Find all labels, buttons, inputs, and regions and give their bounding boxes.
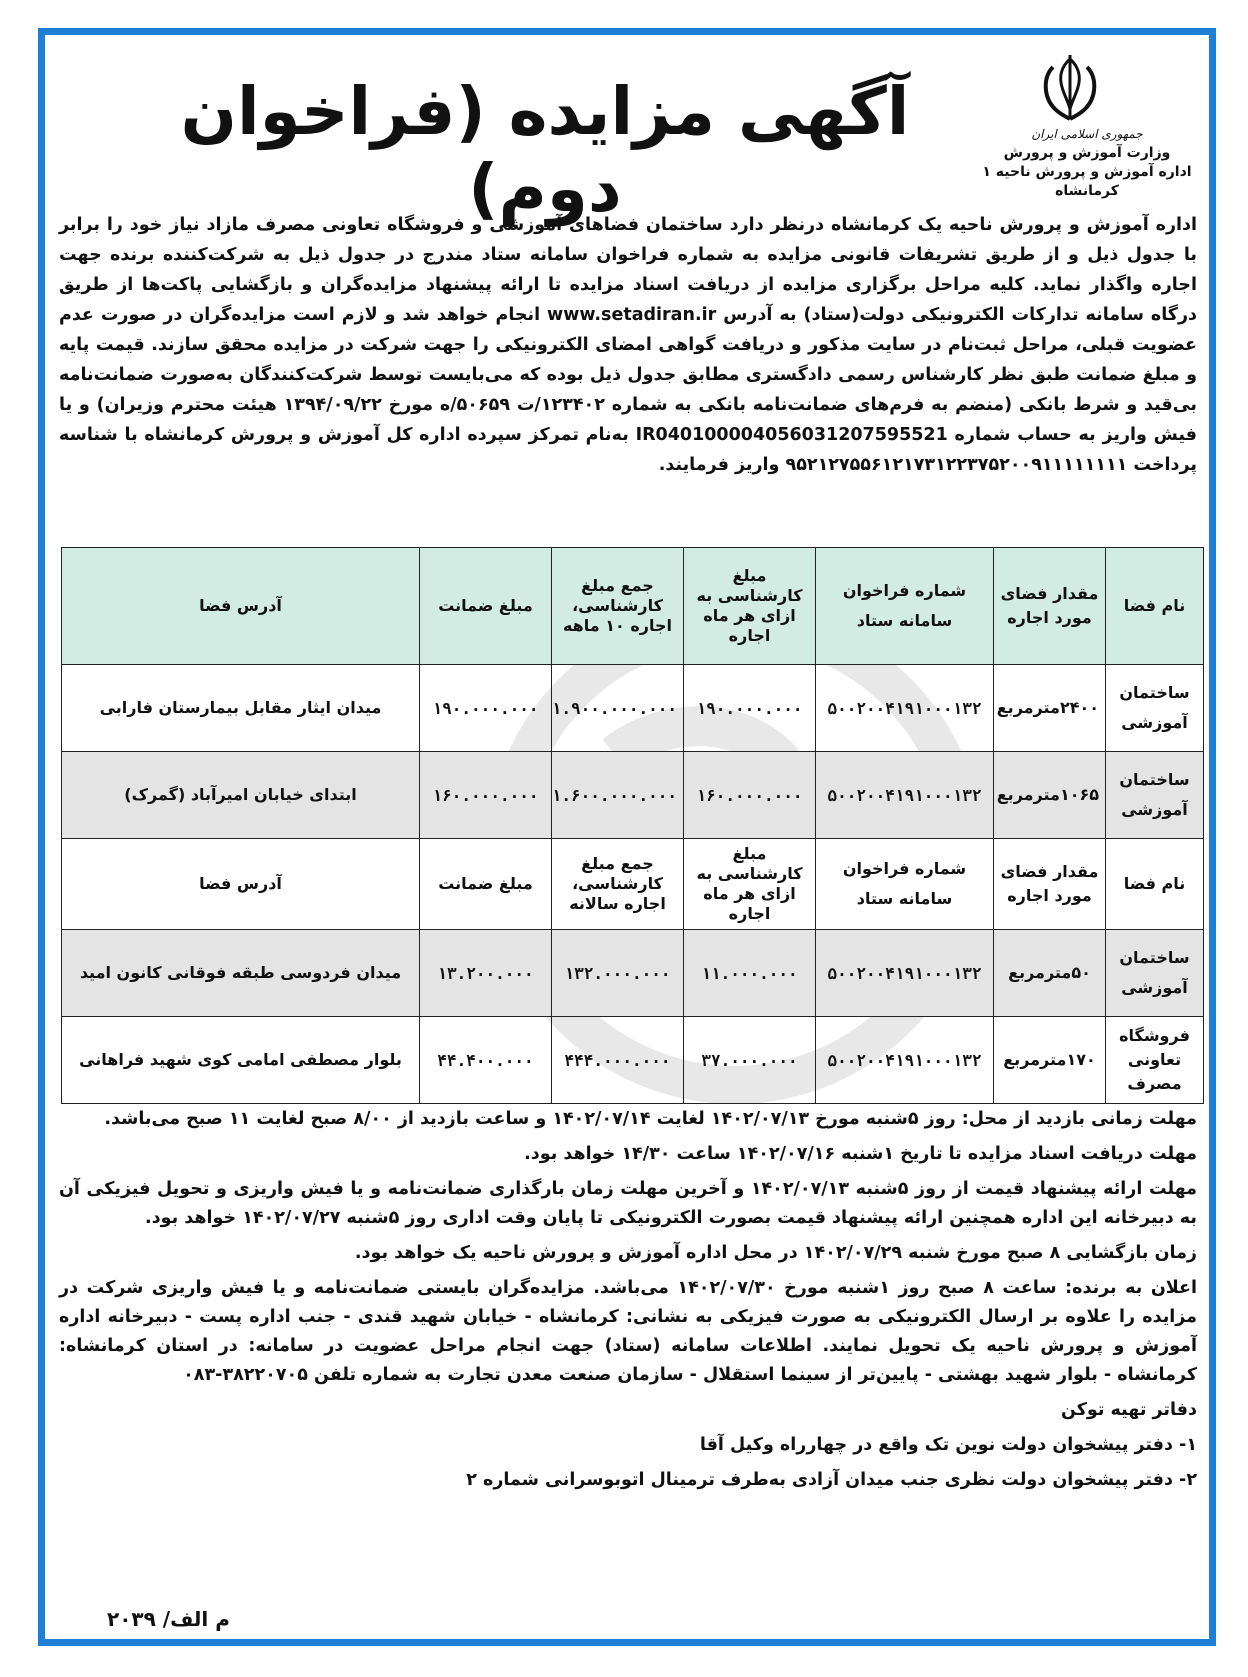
table-row bbox=[62, 665, 1204, 752]
space-name: ساختمان آموزشی bbox=[1106, 752, 1204, 839]
intro-paragraph: اداره آموزش و پرورش ناحیه یک کرمانشاه درنظر دارد ساختمان فضاهای آموزشی و فروشگاه تعاونی مصرف مازاد نیاز خود را برابر با جدول ذیل و از طریق تشریفات قانونی مزایده به شماره فراخوان سامانه ستاد مندرج در جدول ذیل به شرکت‌کننده برنده جهت اجاره واگذار نماید. کلیه مراحل برگزاری مزایده از دریافت اسناد مزایده تا ارائه پیشنهاد مزایده‌گران و بازگشایی پاکت‌ها از طریق درگاه سامانه تدارکات الکترونیکی دولت(ستاد) به آدرس www.setadiran.ir انجام خواهد شد و لازم است مزایده‌گران در صورت عدم عضویت قبلی، مراحل ثبت‌نام در سایت مذکور و دریافت گواهی امضای الکترونیکی را جهت شرکت در مزایده محقق سازند. قیمت پایه و مبلغ ضمانت طبق نظر کارشناس رسمی دادگستری مطابق جدول ذیل بوده که می‌بایست توسط شرکت‌کنندگان به‌صورت ضمانت‌نامه بی‌قید و شرط بانکی (منضم به فرم‌های ضمانت‌نامه بانکی به شماره ۱۲۳۴۰۲/ت ۵۰۶۵۹/ه مورخ ۱۳۹۴/۰۹/۲۲ هیئت محترم وزیران) و یا فیش واریز به حساب شماره IR040100004056031207595521 به‌نام تمرکز سپرده اداره کل آموزش و پرورش کرمانشاه با شناسه پرداخت ۹۵۲۱۲۷۵۵۶۱۲۱۷۳۱۲۲۳۷۵۲۰۰۹۱۱۱۱۱۱۱۱ واریز فرمایند. bbox=[59, 215, 1198, 475]
guarantee-amount: ۴۴.۴۰۰.۰۰۰ bbox=[420, 1017, 552, 1104]
iran-emblem-icon bbox=[1031, 53, 1109, 123]
table-header-row-2 bbox=[62, 839, 1204, 930]
space-area: ۵۰مترمربع bbox=[994, 930, 1106, 1017]
space-address: میدان فردوسی طبقه فوقانی کانون امید bbox=[62, 930, 420, 1017]
header-cell: جمع مبلغ کارشناسی، اجاره ۱۰ ماهه bbox=[552, 548, 684, 665]
space-area: ۱۰۶۵مترمربع bbox=[994, 752, 1106, 839]
note-winner: اعلان به برنده: ساعت ۸ صبح روز ۱شنبه مورخ ۱۴۰۲/۰۷/۳۰ می‌باشد. مزایده‌گران بایستی ضمانت‌نامه و یا فیش واریزی شرکت در مزایده را علاوه بر ارسال الکترونیکی به صورت فیزیکی به نشانی: کرمانشاه - خیابان شهید قندی - جنب اداره پست - دبیرخانه اداره آموزش و پرورش ناحیه یک تحویل نمایند. اطلاعات سامانه (ستاد) جهت انجام مراحل عضویت در سامانه: در استان کرمانشاه: کرمانشاه - بلوار شهید بهشتی - پایین‌تر از سینما استقلال - سازمان صنعت معدن تجارت به شماره تلفن ۳۸۲۲۰۷۰۵-۰۸۳ bbox=[59, 1278, 1197, 1385]
table-header-row bbox=[62, 548, 1204, 665]
country-name: جمهوری اسلامی ایران bbox=[1031, 127, 1143, 141]
space-area: ۲۴۰۰مترمربع bbox=[994, 665, 1106, 752]
table-row bbox=[62, 752, 1204, 839]
ministry-name: وزارت آموزش و پرورش bbox=[1003, 145, 1171, 161]
total-value: ۴۴۴.۰۰۰.۰۰۰ bbox=[552, 1017, 684, 1104]
header-cell: شماره فراخوان سامانه ستاد bbox=[816, 839, 994, 930]
monthly-value: ۱۹۰.۰۰۰.۰۰۰ bbox=[684, 665, 816, 752]
header-cell: نام فضا bbox=[1106, 548, 1204, 665]
monthly-value: ۱۶۰.۰۰۰.۰۰۰ bbox=[684, 752, 816, 839]
note-visit: مهلت زمانی بازدید از محل: روز ۵شنبه مورخ ۱۴۰۲/۰۷/۱۳ لغایت ۱۴۰۲/۰۷/۱۴ و ساعت بازدید از ۸/۰۰ صبح لغایت ۱۱ صبح می‌باشد. bbox=[104, 1109, 1197, 1129]
department-name: اداره آموزش و پرورش ناحیه ۱ کرمانشاه bbox=[982, 164, 1192, 199]
header-cell: مقدار فضای مورد اجاره bbox=[994, 548, 1106, 665]
space-address: میدان ایثار مقابل بیمارستان فارابی bbox=[62, 665, 420, 752]
table-row bbox=[62, 1017, 1204, 1104]
office-item: ۲- دفتر پیشخوان دولت نظری جنب میدان آزادی به‌طرف ترمینال اتوبوسرانی شماره ۲ bbox=[466, 1470, 1197, 1490]
call-number: ۵۰۰۲۰۰۴۱۹۱۰۰۰۱۳۲ bbox=[816, 930, 994, 1017]
guarantee-amount: ۱۶۰.۰۰۰.۰۰۰ bbox=[420, 752, 552, 839]
space-address: ابتدای خیابان امیرآباد (گمرک) bbox=[62, 752, 420, 839]
guarantee-amount: ۱۳.۲۰۰.۰۰۰ bbox=[420, 930, 552, 1017]
offices-title: دفاتر تهیه توکن bbox=[1060, 1400, 1197, 1420]
header-cell: مبلغ ضمانت bbox=[420, 548, 552, 665]
total-value: ۱۳۲.۰۰۰.۰۰۰ bbox=[552, 930, 684, 1017]
total-value: ۱.۶۰۰.۰۰۰.۰۰۰ bbox=[552, 752, 684, 839]
header-cell: آدرس فضا bbox=[62, 548, 420, 665]
header-cell: جمع مبلغ کارشناسی، اجاره سالانه bbox=[552, 839, 684, 930]
header-cell: مبلغ ضمانت bbox=[420, 839, 552, 930]
note-submission: مهلت ارائه پیشنهاد قیمت از روز ۵شنبه ۱۴۰۲/۰۷/۱۳ و آخرین مهلت زمان بارگذاری ضمانت‌نامه و یا فیش واریزی و تحویل فیزیکی آن به دبیرخانه این اداره همچنین ارائه پیشنهاد قیمت بصورت الکترونیکی تا پایان وقت اداری روز ۵شنبه ۱۴۰۲/۰۷/۲۷ خواهد بود. bbox=[59, 1179, 1197, 1228]
call-number: ۵۰۰۲۰۰۴۱۹۱۰۰۰۱۳۲ bbox=[816, 752, 994, 839]
header-cell: مقدار فضای مورد اجاره bbox=[994, 839, 1106, 930]
space-name: ساختمان آموزشی bbox=[1106, 930, 1204, 1017]
monthly-value: ۱۱.۰۰۰.۰۰۰ bbox=[684, 930, 816, 1017]
header-cell: مبلغ کارشناسی به ازای هر ماه اجاره bbox=[684, 548, 816, 665]
space-area: ۱۷۰مترمربع bbox=[994, 1017, 1106, 1104]
space-address: بلوار مصطفی امامی کوی شهید فراهانی bbox=[62, 1017, 420, 1104]
auction-table bbox=[61, 547, 1204, 1104]
note-documents: مهلت دریافت اسناد مزایده تا تاریخ ۱شنبه ۱۴۰۲/۰۷/۱۶ ساعت ۱۴/۳۰ خواهد بود. bbox=[524, 1144, 1197, 1164]
call-number: ۵۰۰۲۰۰۴۱۹۱۰۰۰۱۳۲ bbox=[816, 1017, 994, 1104]
total-value: ۱.۹۰۰.۰۰۰.۰۰۰ bbox=[552, 665, 684, 752]
table-row bbox=[62, 930, 1204, 1017]
note-opening: زمان بازگشایی ۸ صبح مورخ شنبه ۱۴۰۲/۰۷/۲۹ در محل اداره آموزش و پرورش ناحیه یک خواهد بود. bbox=[354, 1243, 1197, 1263]
monthly-value: ۳۷.۰۰۰.۰۰۰ bbox=[684, 1017, 816, 1104]
header-org bbox=[977, 125, 1197, 201]
guarantee-amount: ۱۹۰.۰۰۰.۰۰۰ bbox=[420, 665, 552, 752]
header-cell: شماره فراخوان سامانه ستاد bbox=[816, 548, 994, 665]
call-number: ۵۰۰۲۰۰۴۱۹۱۰۰۰۱۳۲ bbox=[816, 665, 994, 752]
office-item: ۱- دفتر پیشخوان دولت نوین تک واقع در چهارراه وکیل آقا bbox=[699, 1435, 1197, 1455]
header-cell: نام فضا bbox=[1106, 839, 1204, 930]
page-title: آگهی مزایده (فراخوان دوم) bbox=[180, 73, 910, 227]
ad-code: م الف/ ۲۰۳۹ bbox=[107, 1607, 230, 1631]
space-name: ساختمان آموزشی bbox=[1106, 665, 1204, 752]
notes-section bbox=[59, 1105, 1197, 1501]
header-cell: آدرس فضا bbox=[62, 839, 420, 930]
ad-frame bbox=[38, 28, 1216, 1646]
header-cell: مبلغ کارشناسی به ازای هر ماه اجاره bbox=[684, 839, 816, 930]
space-name: فروشگاه تعاونی مصرف bbox=[1106, 1017, 1204, 1104]
